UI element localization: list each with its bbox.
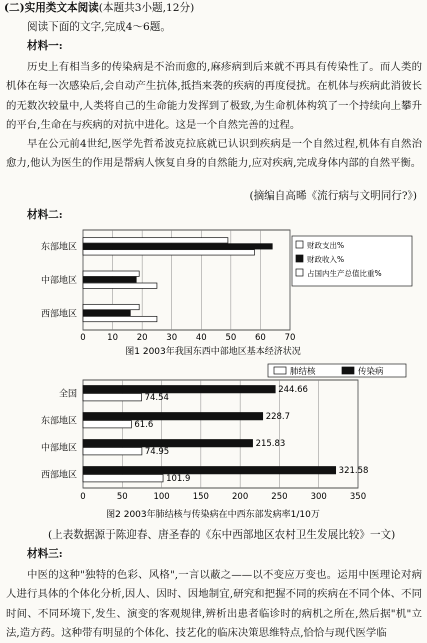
chart1-bar <box>83 238 228 243</box>
chart2-data-label: 101.9 <box>166 474 191 484</box>
instruction: 阅读下面的文字,完成4～6题。 <box>27 21 171 33</box>
chart-2-svg <box>0 360 427 525</box>
chart1-tick-label: 50 <box>225 333 237 343</box>
chart1-legend-label: 财政支出% <box>307 241 345 250</box>
chart2-bar <box>83 421 131 428</box>
chart-1 <box>0 222 427 357</box>
chart2-data-label: 215.83 <box>255 439 286 449</box>
chart2-data-label: 321.58 <box>338 466 369 476</box>
material2-label: 材料二: <box>27 209 63 221</box>
chart1-bar <box>83 283 157 288</box>
chart2-bar <box>83 448 142 455</box>
chart2-tick-label: 300 <box>310 492 327 502</box>
material1-label: 材料一: <box>27 40 63 52</box>
chart1-title: 图1 2003年我国东西中部地区基本经济状况 <box>125 347 301 357</box>
chart2-tick-label: 200 <box>232 492 249 502</box>
chart2-legend-swatch <box>274 367 286 374</box>
chart2-bar <box>83 413 263 420</box>
material1-paragraph-2: 早在公元前4世纪,医学先哲希波克拉底就已认识到疾病是一个自然过程,机体有自然治愈力,他认为医生的作用是帮病人恢复自身的自然能力,应对疾病,完成身体内部的自然平衡。 <box>6 138 422 170</box>
chart2-bar <box>83 386 275 393</box>
chart1-tick-label: 60 <box>255 333 266 343</box>
chart2-legend-label: 传染病 <box>358 367 384 377</box>
chart2-data-label: 74.95 <box>144 447 170 457</box>
chart1-legend-label: 占国内生产总值比重% <box>307 269 382 278</box>
chart2-data-label: 61.6 <box>134 420 154 430</box>
chart1-bar <box>83 304 139 309</box>
chart2-data-label: 228.7 <box>265 412 291 422</box>
chart2-category-label: 全国 <box>58 389 77 400</box>
chart1-category-label: 东部地区 <box>40 242 77 253</box>
chart1-tick-label: 30 <box>166 333 178 343</box>
chart2-category-label: 西部地区 <box>40 470 77 481</box>
chart2-data-label: 244.66 <box>278 385 308 395</box>
chart2-tick-label: 100 <box>153 492 170 502</box>
chart1-bar <box>83 277 136 282</box>
chart1-tick-label: 70 <box>284 333 296 343</box>
chart1-bar <box>83 271 139 276</box>
chart2-tick-label: 250 <box>271 492 288 502</box>
chart1-bar <box>83 316 157 321</box>
chart-1-svg <box>0 222 427 357</box>
chart2-data-label: 74.54 <box>144 393 169 403</box>
section-heading-note: (本题共3小题,12分) <box>98 2 195 14</box>
chart2-bar <box>83 467 336 474</box>
chart2-title: 图2 2003年肺结核与传染病在中西东部发病率1/10万 <box>106 510 320 520</box>
chart1-category-label: 西部地区 <box>40 309 77 320</box>
chart2-category-label: 东部地区 <box>40 416 77 427</box>
chart2-tick-label: 350 <box>349 492 367 502</box>
material2-source: (上表数据源于陈迎春、唐圣春的《东中西部地区农村卫生发展比较》一文) <box>48 529 396 541</box>
chart1-legend-swatch <box>296 269 303 276</box>
material1-paragraph-1: 历史上有相当多的传染病是不治而愈的,麻疹病到后来就不再具有传染性了。而人类的机体在每一次感染后,会自动产生抗体,抵挡来袭的疾病的再度侵扰。在机体与疾病此消彼长的无数次较量中,人类将自己的生命能力发挥到了极致,为生命机体构筑了一个持续向上攀升的平台,生命在与疾病的对抗中进化。这是一个自然完善的过程。 <box>6 61 422 131</box>
chart2-tick-label: 0 <box>80 492 86 502</box>
chart1-legend-swatch <box>296 241 303 248</box>
chart2-legend-box <box>268 364 406 377</box>
section-heading-text: (二)实用类文本阅读 <box>4 2 99 14</box>
chart1-legend-swatch <box>296 255 303 262</box>
chart2-tick-label: 150 <box>192 492 209 502</box>
material3-paragraph: 中医的这种"独特的色彩、风格",一言以蔽之——以不变应万变也。运用中医理论对病人进行具体的个体化分析,因人、因时、因地制宜,研究和把握不同的疾病在不同个体、不同时间、不同环境下,发生、演变的客观规律,辨析出患者临诊时的病机之所在,然后据"机"立法,造方药。这种带有明显的个体化、技艺化的临床决策思维特点,恰恰与现代医学临 <box>6 569 422 639</box>
chart2-tick-label: 50 <box>116 492 128 502</box>
chart2-legend-swatch <box>342 367 354 374</box>
chart1-tick-label: 20 <box>136 333 148 343</box>
chart1-bar <box>83 310 130 315</box>
chart1-bar <box>83 250 255 255</box>
material1-source: (摘编自高晞《流行病与文明同行?》) <box>249 190 417 202</box>
material3-label: 材料三: <box>27 548 63 560</box>
chart1-legend-label: 财政收入% <box>307 255 345 264</box>
section-heading <box>4 0 194 18</box>
chart1-category-label: 中部地区 <box>40 276 77 286</box>
chart2-category-label: 中部地区 <box>40 443 77 454</box>
chart2-bar <box>83 475 163 482</box>
chart2-legend-label: 肺结核 <box>290 367 316 377</box>
chart1-tick-label: 10 <box>107 333 118 343</box>
chart2-bar <box>83 394 142 401</box>
chart1-bar <box>83 244 272 249</box>
chart1-tick-label: 40 <box>195 333 207 343</box>
chart-2 <box>0 360 427 525</box>
chart1-tick-label: 0 <box>80 333 86 343</box>
chart2-bar <box>83 440 253 447</box>
